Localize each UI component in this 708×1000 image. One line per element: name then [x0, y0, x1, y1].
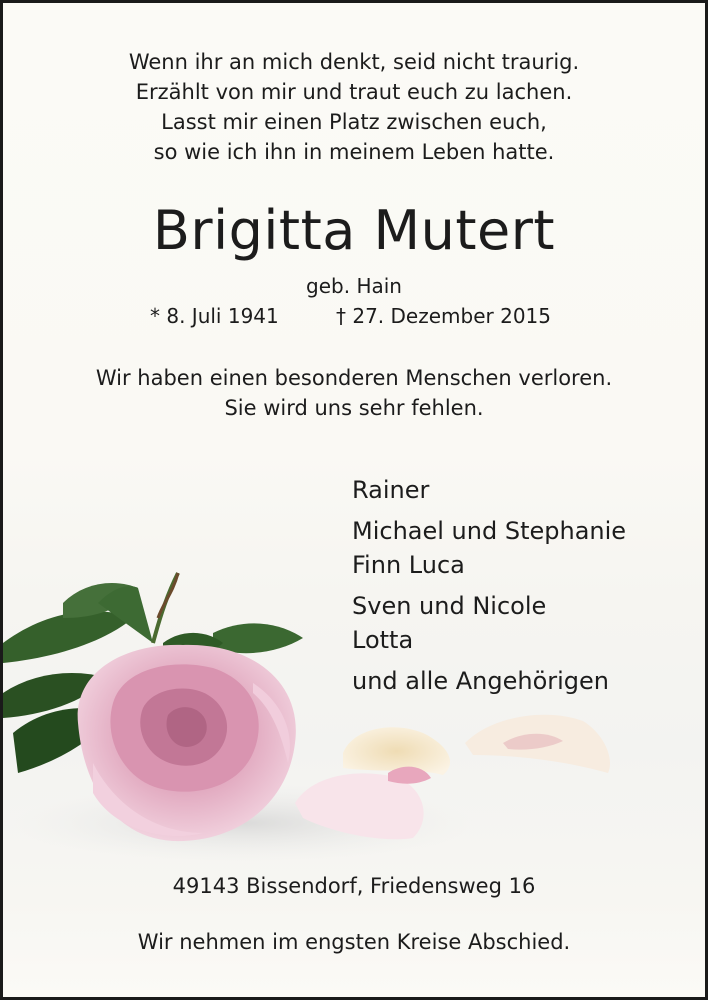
- tribute-line: Sie wird uns sehr fehlen.: [224, 396, 484, 420]
- birth-date: * 8. Juli 1941: [150, 304, 279, 328]
- deceased-name: Brigitta Mutert: [152, 199, 556, 262]
- opening-poem: [3, 47, 705, 167]
- farewell-note: Wir nehmen im engsten Kreise Abschied.: [137, 930, 571, 954]
- tribute-text: [3, 363, 705, 423]
- family-address: 49143 Bissendorf, Friedensweg 16: [172, 874, 536, 898]
- mourner-name: Finn Luca: [352, 551, 465, 579]
- poem-line: Erzählt von mir und traut euch zu lachen.: [135, 80, 573, 104]
- poem-line: Wenn ihr an mich denkt, seid nicht traurig.: [128, 50, 580, 74]
- mourner-name: Lotta: [352, 626, 414, 654]
- mourners-list: [352, 473, 626, 698]
- death-date: † 27. Dezember 2015: [336, 304, 551, 328]
- mourner-name: und alle Angehörigen: [352, 667, 609, 695]
- mourner-name: Rainer: [352, 476, 430, 504]
- poem-line: so wie ich ihn in meinem Leben hatte.: [153, 140, 555, 164]
- mourner-name: Sven und Nicole: [352, 592, 547, 620]
- poem-line: Lasst mir einen Platz zwischen euch,: [161, 110, 547, 134]
- tribute-line: Wir haben einen besonderen Menschen verloren.: [95, 366, 613, 390]
- mourner-name: Michael und Stephanie: [352, 517, 627, 545]
- maiden-name: geb. Hain: [306, 274, 402, 298]
